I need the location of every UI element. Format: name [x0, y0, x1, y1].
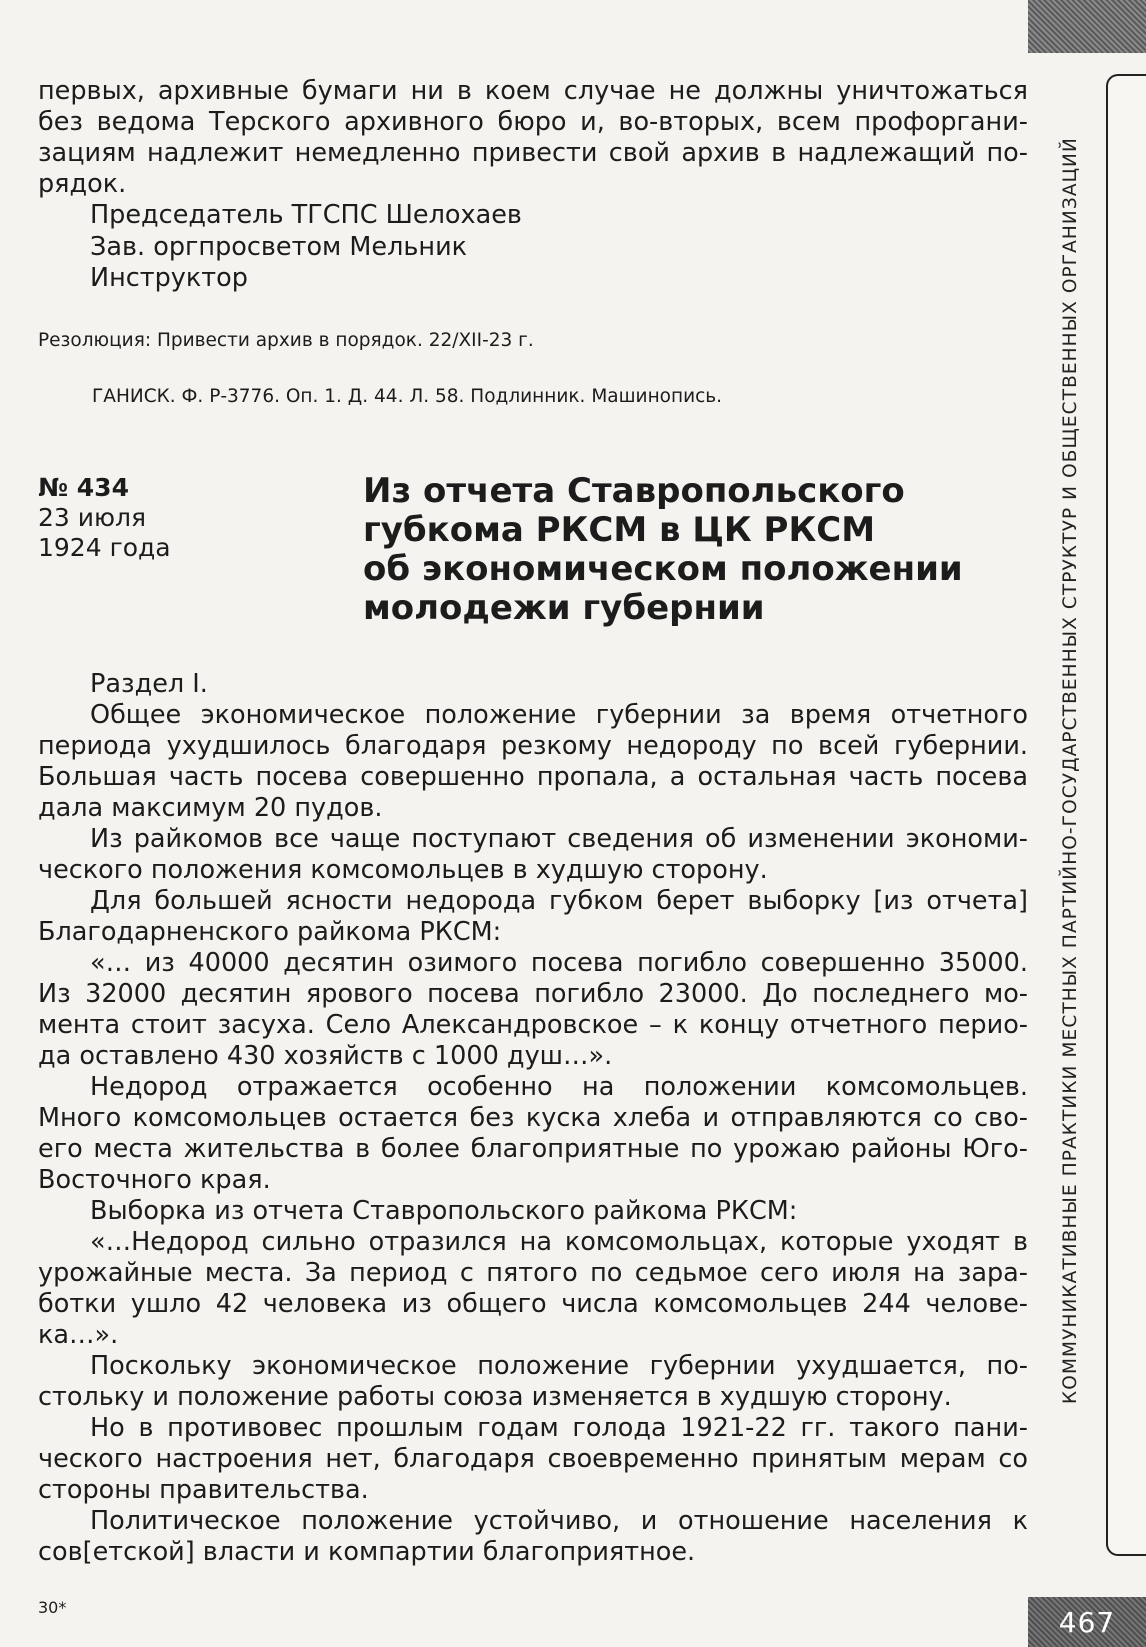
- document-number: № 434: [38, 473, 129, 502]
- archive-source: ГАНИСК. Ф. Р-3776. Оп. 1. Д. 44. Л. 58. Подлинник. Машинопись.: [92, 386, 723, 407]
- document-title-line: молодежи губернии: [363, 588, 765, 628]
- quote-line: «…Недород сильно отразился на комсомольцах, которые уходят в: [90, 1227, 1028, 1257]
- prev-text-line: первых, архивные бумаги ни в коем случае не должны уничтожаться: [38, 76, 1028, 106]
- resolution-note: Резолюция: Привести архив в порядок. 22/XII-23 г.: [38, 330, 534, 351]
- body-line: сов[етской] власти и компартии благоприятное.: [38, 1537, 696, 1567]
- document-title-line: об экономическом положении: [363, 549, 963, 589]
- page-number: 467: [1058, 1605, 1116, 1639]
- body-line: Выборка из отчета Ставропольского райкома РКСМ:: [90, 1196, 798, 1226]
- body-line: Общее экономическое положение губернии за время отчетного: [90, 700, 1028, 730]
- section-heading: Раздел I.: [90, 669, 208, 699]
- document-date-line: 1924 года: [38, 533, 171, 562]
- signature-line: Председатель ТГСПС Шелохаев: [90, 200, 522, 230]
- body-line: Недород отражается особенно на положении комсомольцев.: [90, 1072, 1028, 1102]
- prev-text-line: без ведома Терского архивного бюро и, во-вторых, всем профоргани-: [38, 107, 1028, 137]
- document-date-line: 23 июля: [38, 503, 147, 532]
- side-running-header: [1050, 75, 1090, 1465]
- body-line: стольку и положение работы союза изменяется в худшую сторону.: [38, 1382, 952, 1412]
- body-line: Политическое положение устойчиво, и отношение населения к: [90, 1506, 1028, 1536]
- body-line: Благодарненского райкома РКСМ:: [38, 917, 502, 947]
- prev-text-line: рядок.: [38, 169, 127, 199]
- body-line: Но в противовес прошлым годам голода 1921-22 гг. такого пани-: [90, 1413, 1028, 1443]
- side-frame: [1106, 74, 1146, 1556]
- signature-line: Зав. оргпросветом Мельник: [90, 232, 468, 262]
- body-line: Из райкомов все чаще поступают сведения об изменении экономи-: [90, 824, 1028, 854]
- body-line: Поскольку экономическое положение губернии ухудшается, по-: [90, 1351, 1028, 1381]
- corner-decoration: [1028, 0, 1146, 53]
- body-line: Большая часть посева совершенно пропала, а остальная часть посева: [38, 762, 1028, 792]
- body-line: стороны правительства.: [38, 1475, 369, 1505]
- body-line: Много комсомольцев остается без куска хлеба и отправляются со сво-: [38, 1103, 1028, 1133]
- document-title-line: губкома РКСМ в ЦК РКСМ: [363, 510, 876, 550]
- body-line: Восточного края.: [38, 1165, 271, 1195]
- page-number-box: [1028, 1597, 1146, 1647]
- quote-line: Из 32000 десятин ярового посева погибло 23000. До последнего мо-: [38, 979, 1028, 1009]
- body-line: ческого настроения нет, благодаря своевременно принятым мерам со: [38, 1444, 1028, 1474]
- prev-text-line: зациям надлежит немедленно привести свой архив в надлежащий по-: [38, 138, 1028, 168]
- printer-signature-mark: 30*: [38, 1598, 67, 1617]
- body-line: его места жительства в более благоприятные по урожаю районы Юго-: [38, 1134, 1028, 1164]
- body-line: периода ухудшилось благодаря резкому недороду по всей губернии.: [38, 731, 1028, 761]
- quote-line: урожайные места. За период с пятого по седьмое сего июля на зара-: [38, 1258, 1028, 1288]
- body-line: ческого положения комсомольцев в худшую сторону.: [38, 855, 768, 885]
- quote-line: да оставлено 430 хозяйств с 1000 душ…».: [38, 1041, 613, 1071]
- document-title-line: Из отчета Ставропольского: [363, 471, 905, 511]
- body-line: дала максимум 20 пудов.: [38, 793, 383, 823]
- quote-line: ка…».: [38, 1320, 119, 1350]
- signature-line: Инструктор: [90, 263, 248, 293]
- quote-line: мента стоит засуха. Село Александровское – к концу отчетного перио-: [38, 1010, 1028, 1040]
- body-line: Для большей ясности недорода губком берет выборку [из отчета]: [90, 886, 1028, 916]
- quote-line: ботки ушло 42 человека из общего числа комсомольцев 244 челове-: [38, 1289, 1028, 1319]
- quote-line: «… из 40000 десятин озимого посева погибло совершенно 35000.: [90, 948, 1028, 978]
- side-header-text: КОММУНИКАТИВНЫЕ ПРАКТИКИ МЕСТНЫХ ПАРТИЙНО-ГОСУДАРСТВЕННЫХ СТРУКТУР И ОБЩЕСТВЕННЫХ ОРГАНИЗАЦИЙ: [1059, 136, 1081, 1404]
